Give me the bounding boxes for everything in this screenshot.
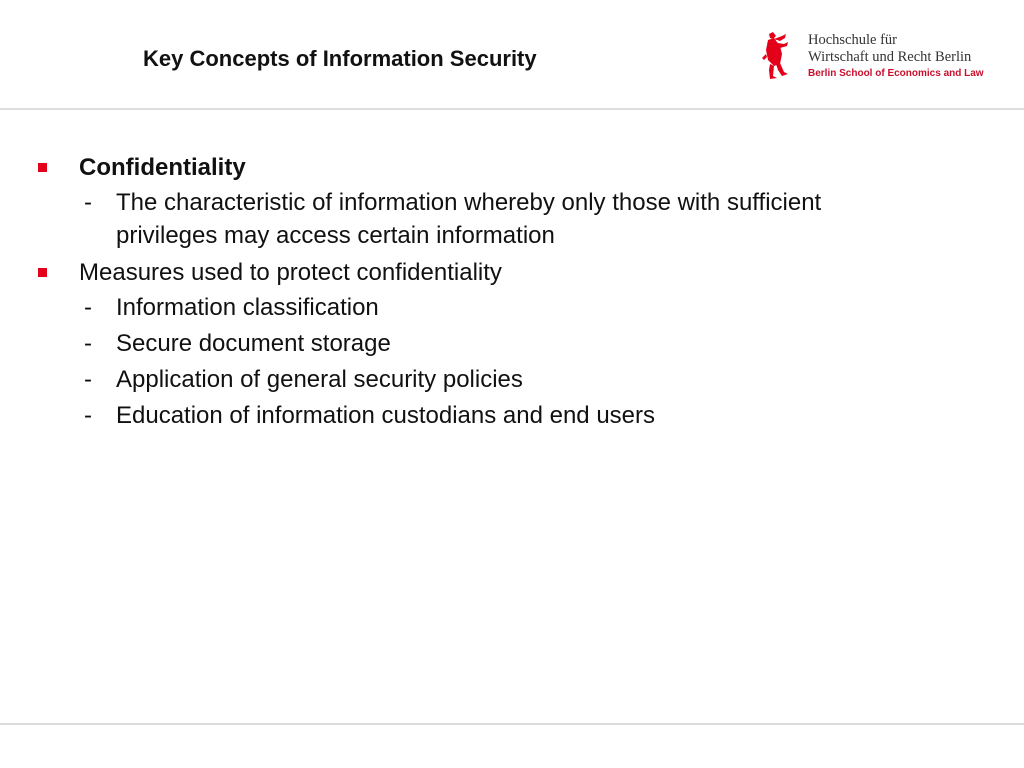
sub-bullet-text: Education of information custodians and end users	[116, 402, 656, 429]
square-bullet-icon	[38, 163, 47, 172]
logo-text	[808, 32, 984, 81]
sub-bullet-text: Application of general security policies	[116, 366, 523, 393]
sub-bullet-item	[0, 291, 1024, 324]
sub-bullet-item	[0, 186, 1024, 252]
dash-marker: -	[84, 366, 92, 393]
dash-marker: -	[84, 330, 92, 357]
logo-line-2: Wirtschaft und Recht Berlin	[808, 49, 972, 65]
dash-marker: -	[84, 189, 92, 216]
bullet-text: Measures used to protect confidentiality	[79, 259, 502, 286]
logo-line-1: Hochschule für	[808, 32, 897, 48]
square-bullet-icon	[38, 268, 47, 277]
bullet-item	[0, 150, 1024, 186]
sub-bullet-item	[0, 327, 1024, 360]
sub-bullet-text: The characteristic of information whereby only those with sufficient privileges may access certain information	[116, 189, 822, 249]
sub-bullet-text: Secure document storage	[116, 330, 391, 357]
logo-line-3: Berlin School of Economics and Law	[808, 68, 984, 79]
sub-bullet-text: Information classification	[116, 294, 379, 321]
slide-title: Key Concepts of Information Security	[143, 46, 537, 71]
bullet-text: Confidentiality	[79, 154, 246, 181]
slide-content	[0, 150, 1024, 435]
dash-marker: -	[84, 402, 92, 429]
bullet-item	[0, 255, 1024, 291]
footer-divider	[0, 723, 1024, 725]
header-divider	[0, 108, 1024, 110]
sub-bullet-item	[0, 363, 1024, 396]
dash-marker: -	[84, 294, 92, 321]
sub-bullet-item	[0, 399, 1024, 432]
berlin-bear-icon	[760, 30, 796, 82]
university-logo	[760, 30, 1000, 86]
